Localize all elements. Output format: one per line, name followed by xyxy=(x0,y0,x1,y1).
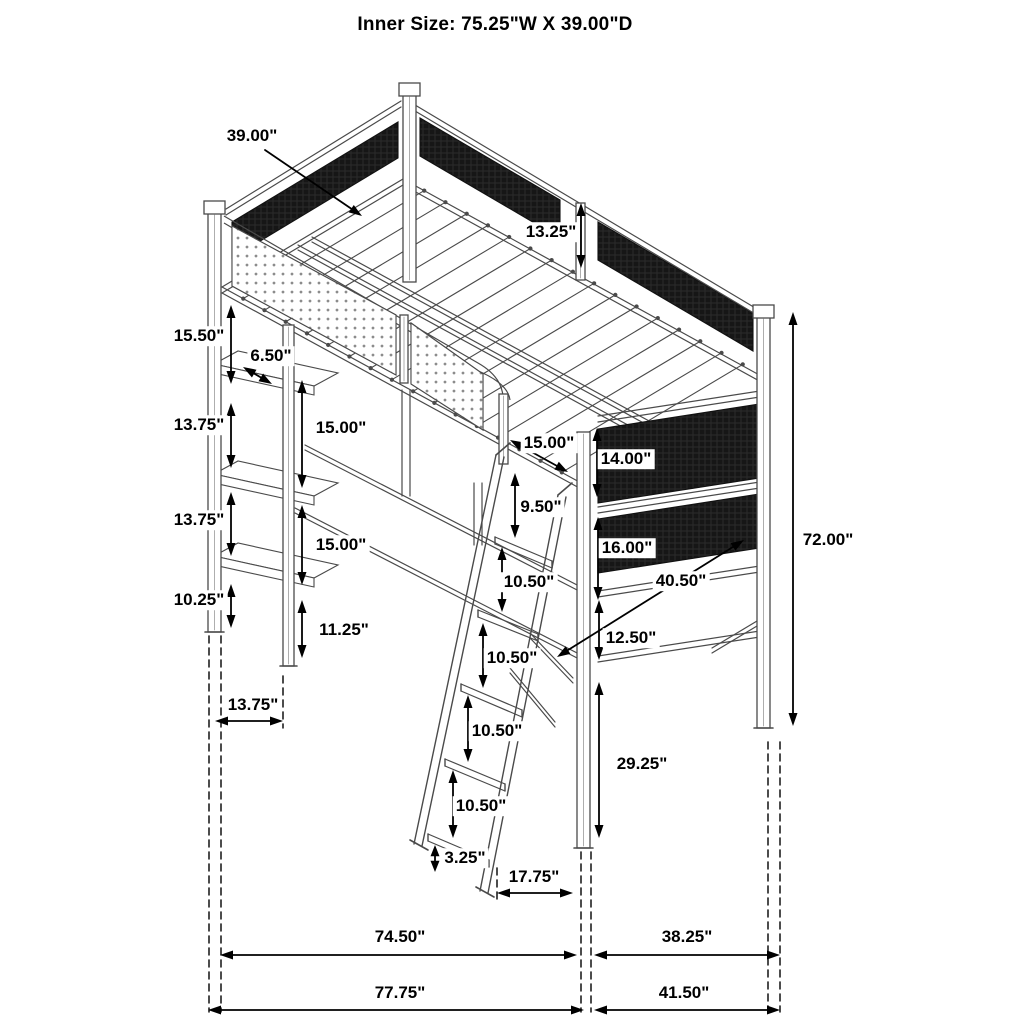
dimension-label: 14.00" xyxy=(598,449,655,469)
dimension-label: 38.25" xyxy=(659,927,716,947)
dimension-label: 39.00" xyxy=(224,126,281,146)
dimension-label: 15.00" xyxy=(521,433,578,453)
dimension-label: 11.25" xyxy=(316,620,372,640)
dimension-label: 15.00" xyxy=(313,418,370,438)
dimension-label: 77.75" xyxy=(372,983,429,1003)
dimension-label: 13.75" xyxy=(171,510,228,530)
dimension-label: 3.25" xyxy=(441,848,488,868)
dimension-label: 12.50" xyxy=(603,628,660,648)
dimension-label: 6.50" xyxy=(247,346,294,366)
dimension-label: 15.50" xyxy=(171,326,228,346)
dimension-label: 72.00" xyxy=(800,530,857,550)
dimension-label: 15.00" xyxy=(313,535,370,555)
dimension-label: 10.50" xyxy=(453,796,510,816)
left-shelf-unit xyxy=(214,351,338,587)
dimension-label: 16.00" xyxy=(599,538,656,558)
dimension-label: 10.50" xyxy=(484,648,541,668)
dimension-label: 74.50" xyxy=(372,927,429,947)
dimension-label: 9.50" xyxy=(517,497,564,517)
dimension-label: 29.25" xyxy=(614,754,671,774)
dimension-label: 40.50" xyxy=(653,571,710,591)
dimension-label: 10.50" xyxy=(501,572,558,592)
dimension-label: 10.50" xyxy=(469,721,526,741)
dimension-label: 13.75" xyxy=(225,695,282,715)
dimension-label: 17.75" xyxy=(506,867,563,887)
dimension-label: 41.50" xyxy=(656,983,713,1003)
dimension-label: 10.25" xyxy=(171,590,228,610)
dimension-label: 13.25" xyxy=(523,222,580,242)
diagram-title: Inner Size: 75.25"W X 39.00"D xyxy=(357,14,633,35)
dimension-label: 13.75" xyxy=(171,415,228,435)
perforated-guardrail-panels xyxy=(232,226,483,430)
